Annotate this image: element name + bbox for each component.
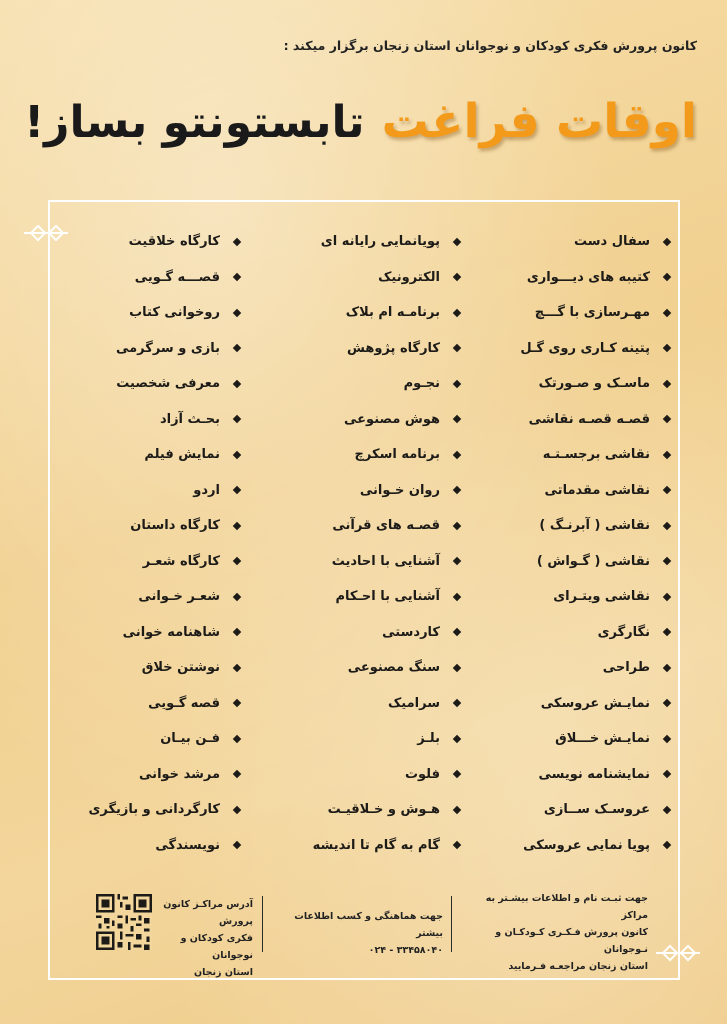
workshop-item-label: پتینه کـاری روی گـل <box>520 340 650 356</box>
workshop-item-label: سفال دست <box>573 234 650 250</box>
workshop-item <box>490 828 670 864</box>
contact-info <box>283 908 443 959</box>
workshop-item-label: روخوانی کتاب <box>129 305 220 321</box>
diamond-bullet-icon <box>453 735 461 743</box>
page-title <box>24 94 697 149</box>
workshop-item-label: فـن بیـان <box>160 731 220 747</box>
workshop-item <box>490 295 670 331</box>
diamond-bullet-icon <box>453 380 461 388</box>
diamond-bullet-icon <box>233 273 241 281</box>
diamond-bullet-icon <box>663 273 671 281</box>
diamond-bullet-icon <box>453 522 461 530</box>
diamond-bullet-icon <box>453 273 461 281</box>
workshop-item <box>490 366 670 402</box>
workshop-item <box>60 792 240 828</box>
diamond-bullet-icon <box>233 486 241 494</box>
workshop-item-label: نوشتن خلاق <box>141 660 220 676</box>
registration-info <box>458 890 648 975</box>
workshop-item-label: معرفی شخصیت <box>116 376 220 392</box>
diamond-bullet-icon <box>453 486 461 494</box>
workshop-item <box>270 757 460 793</box>
workshop-item-label: هـوش و خـلاقیـت <box>327 802 440 818</box>
workshop-item-label: نقاشی برجسـتـه <box>542 447 650 463</box>
workshop-item <box>270 260 460 296</box>
diamond-bullet-icon <box>453 557 461 565</box>
diamond-bullet-icon <box>233 309 241 317</box>
workshop-item <box>60 437 240 473</box>
workshop-item <box>60 331 240 367</box>
workshop-item-label: روان خـوانی <box>359 482 440 498</box>
workshop-item-label: کارگاه پژوهش <box>346 340 440 356</box>
diamond-bullet-icon <box>453 344 461 352</box>
workshop-item <box>60 828 240 864</box>
workshop-item <box>270 366 460 402</box>
diamond-bullet-icon <box>663 735 671 743</box>
diamond-bullet-icon <box>233 557 241 565</box>
workshop-item-label: هوش مصنوعی <box>344 411 440 427</box>
contact-label: جهت هماهنگی و کسب اطلاعات بیشتر <box>294 911 443 939</box>
workshop-item <box>490 757 670 793</box>
workshop-item <box>60 721 240 757</box>
diamond-bullet-icon <box>233 806 241 814</box>
workshop-item-label: شاهنامه خوانی <box>122 624 220 640</box>
workshop-item <box>490 650 670 686</box>
workshop-item <box>490 473 670 509</box>
workshop-item <box>270 331 460 367</box>
footer-divider <box>451 896 452 952</box>
diamond-bullet-icon <box>453 593 461 601</box>
workshop-item-label: نمایـش خـــلاق <box>555 731 650 747</box>
workshop-item-label: پویانمایی رایانه ای <box>320 234 440 250</box>
workshop-item-label: طراحی <box>602 660 650 676</box>
workshop-item <box>60 615 240 651</box>
workshop-item-label: سرامیک <box>388 695 440 711</box>
diamond-bullet-icon <box>453 699 461 707</box>
workshop-item-label: الکترونیک <box>378 269 440 285</box>
workshop-item-label: قصـه قصـه نقاشی <box>528 411 650 427</box>
workshop-item <box>270 295 460 331</box>
workshop-item <box>270 792 460 828</box>
workshop-item-label: کاردستی <box>382 624 440 640</box>
title-rest: تابستونتو بساز! <box>24 97 365 148</box>
title-highlight: اوقات فراغت <box>381 94 697 149</box>
workshop-item-label: اردو <box>193 482 220 498</box>
address-line: استان زنجان <box>193 967 253 978</box>
diamond-bullet-icon <box>663 344 671 352</box>
workshop-item <box>60 402 240 438</box>
diamond-bullet-icon <box>453 770 461 778</box>
registration-line: جهت ثبـت نام و اطلاعات بیشـتر به مراکز <box>485 893 648 921</box>
diamond-bullet-icon <box>453 841 461 849</box>
workshop-item <box>270 402 460 438</box>
workshop-item-label: بلـز <box>417 731 440 747</box>
workshop-item-label: گام به گام تا اندیشه <box>312 837 440 853</box>
workshop-item <box>490 437 670 473</box>
workshop-item-label: عروسـک ســازی <box>543 802 650 818</box>
workshop-item-label: مرشد خوانی <box>139 766 220 782</box>
workshop-item <box>490 721 670 757</box>
diamond-bullet-icon <box>663 806 671 814</box>
workshop-item-label: ماسـک و صـورتک <box>538 376 650 392</box>
workshop-item-label: کارگاه خلاقیت <box>128 234 220 250</box>
workshop-item <box>60 473 240 509</box>
diamond-bullet-icon <box>233 770 241 778</box>
workshop-item-label: کارگردانی و بازیگری <box>88 802 220 818</box>
diamond-bullet-icon <box>453 664 461 672</box>
workshop-item <box>490 686 670 722</box>
diamond-bullet-icon <box>663 699 671 707</box>
footer-divider <box>262 896 263 952</box>
diamond-bullet-icon <box>663 380 671 388</box>
diamond-bullet-icon <box>233 451 241 459</box>
diamond-bullet-icon <box>453 309 461 317</box>
registration-line: استان زنجان مراجعـه فـرمایید <box>508 961 648 972</box>
workshop-item-label: کارگاه داستان <box>130 518 220 534</box>
workshop-item-label: نگارگری <box>597 624 650 640</box>
intro-text: کانون پرورش فکری کودکان و نوجوانان استان زنجان برگزار میکند : <box>283 38 697 53</box>
workshop-item <box>60 224 240 260</box>
workshop-item <box>270 508 460 544</box>
workshop-item <box>490 615 670 651</box>
workshop-item-label: پویا نمایی عروسکی <box>523 837 650 853</box>
address-line: آدرس مراکـز کانون پرورش <box>163 899 253 927</box>
address-line: فکری کودکان و نوجوانان <box>180 933 253 961</box>
diamond-bullet-icon <box>663 238 671 246</box>
workshop-item <box>60 295 240 331</box>
workshop-item-label: نجـوم <box>403 376 440 392</box>
workshop-item <box>270 686 460 722</box>
workshop-item <box>270 544 460 580</box>
workshop-item-label: شعـر خـوانی <box>138 589 220 605</box>
workshop-item <box>490 544 670 580</box>
diamond-bullet-icon <box>233 664 241 672</box>
workshop-item <box>270 224 460 260</box>
diamond-bullet-icon <box>663 486 671 494</box>
workshop-item-label: برنامـه ام بلاک <box>345 305 440 321</box>
workshop-item-label: کتیبه های دیـــواری <box>526 269 650 285</box>
workshop-item <box>490 579 670 615</box>
workshop-item <box>60 544 240 580</box>
diamond-bullet-icon <box>663 451 671 459</box>
diamond-bullet-icon <box>233 380 241 388</box>
diamond-bullet-icon <box>233 735 241 743</box>
workshop-item <box>490 224 670 260</box>
workshop-column-left <box>60 224 240 864</box>
workshop-item-label: سنگ مصنوعی <box>347 660 440 676</box>
diamond-bullet-icon <box>663 664 671 672</box>
workshop-item <box>270 473 460 509</box>
diamond-bullet-icon <box>453 451 461 459</box>
diamond-bullet-icon <box>453 238 461 246</box>
diamond-ornament-icon <box>656 944 700 962</box>
address-info <box>143 896 253 981</box>
workshop-item <box>490 792 670 828</box>
diamond-bullet-icon <box>233 628 241 636</box>
workshop-item-label: نقاشی ( آبرنـگ ) <box>539 518 650 534</box>
workshop-item <box>490 402 670 438</box>
workshop-item <box>270 615 460 651</box>
workshop-item-label: نویسندگی <box>155 837 220 853</box>
workshop-item <box>270 721 460 757</box>
diamond-bullet-icon <box>663 841 671 849</box>
workshop-item <box>270 828 460 864</box>
workshop-item-label: نمایشنامه نویسی <box>538 766 650 782</box>
workshop-item <box>270 650 460 686</box>
workshop-item-label: قصه گـویی <box>148 695 220 711</box>
diamond-bullet-icon <box>453 628 461 636</box>
workshop-column-middle <box>270 224 460 864</box>
footer <box>88 890 648 978</box>
workshop-columns <box>60 224 670 864</box>
workshop-item <box>60 366 240 402</box>
workshop-item <box>60 508 240 544</box>
workshop-item-label: کارگاه شعـر <box>142 553 220 569</box>
diamond-bullet-icon <box>233 699 241 707</box>
workshop-item-label: آشنایی با احـکام <box>335 589 440 605</box>
workshop-item-label: نمایش فیلم <box>144 447 220 463</box>
diamond-bullet-icon <box>233 344 241 352</box>
diamond-bullet-icon <box>233 415 241 423</box>
phone-number: ۳۳۴۵۸۰۴۰ - ۰۲۴ <box>368 945 443 956</box>
workshop-item <box>60 260 240 296</box>
workshop-item-label: نمایـش عروسکی <box>540 695 650 711</box>
workshop-item <box>60 579 240 615</box>
workshop-column-right <box>490 224 670 864</box>
diamond-bullet-icon <box>663 557 671 565</box>
diamond-bullet-icon <box>233 593 241 601</box>
diamond-bullet-icon <box>663 309 671 317</box>
registration-line: کانون پرورش فـکـری کـودکـان و نـوجوانان <box>495 927 648 955</box>
workshop-item <box>60 650 240 686</box>
workshop-item-label: برنامه اسکرچ <box>354 447 440 463</box>
workshop-item-label: قصـــه گـویی <box>134 269 220 285</box>
workshop-item-label: بازی و سرگرمی <box>115 340 220 356</box>
workshop-item <box>60 757 240 793</box>
workshop-item-label: آشنایی با احادیث <box>331 553 440 569</box>
workshop-item-label: نقاشی ویتـرای <box>553 589 650 605</box>
diamond-bullet-icon <box>453 806 461 814</box>
diamond-bullet-icon <box>233 238 241 246</box>
workshop-item <box>270 437 460 473</box>
diamond-bullet-icon <box>453 415 461 423</box>
workshop-item-label: قصـه های قرآنی <box>332 518 440 534</box>
diamond-bullet-icon <box>233 841 241 849</box>
workshop-item-label: فلوت <box>404 766 440 782</box>
workshop-item <box>490 331 670 367</box>
workshop-item <box>490 260 670 296</box>
workshop-item <box>270 579 460 615</box>
workshop-item-label: بحـث آزاد <box>159 411 220 427</box>
workshop-item-label: نقاشی ( گـواش ) <box>536 553 650 569</box>
diamond-bullet-icon <box>663 415 671 423</box>
diamond-bullet-icon <box>233 522 241 530</box>
workshop-item <box>60 686 240 722</box>
diamond-bullet-icon <box>663 522 671 530</box>
qr-code-icon[interactable] <box>96 894 152 950</box>
workshop-item <box>490 508 670 544</box>
diamond-bullet-icon <box>663 770 671 778</box>
diamond-bullet-icon <box>663 628 671 636</box>
diamond-bullet-icon <box>663 593 671 601</box>
workshop-item-label: نقاشی مقدماتی <box>544 482 650 498</box>
workshop-item-label: مهـرسازی با گـــچ <box>534 305 650 321</box>
